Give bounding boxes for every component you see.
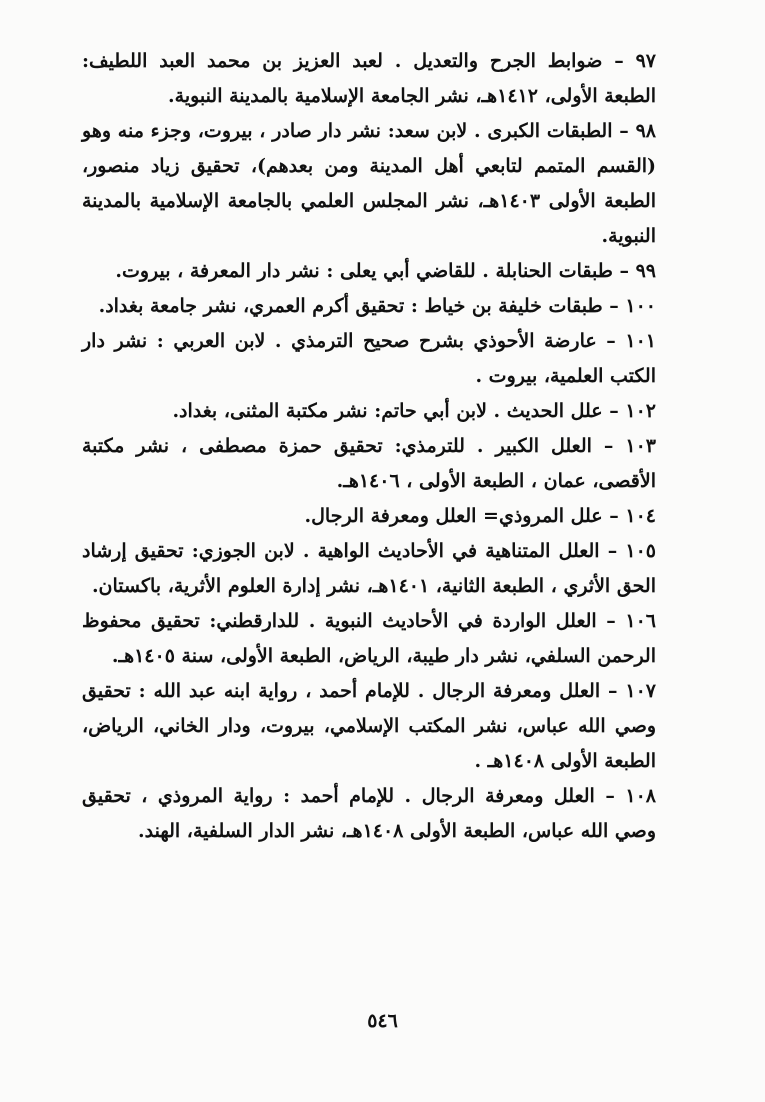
entry-number: ٩٨: [635, 120, 656, 142]
entry-number: ١٠٢: [625, 400, 656, 422]
entry-text: العلل الكبير . للترمذي: تحقيق حمزة مصطفى ، نشر مكتبة الأقصى، عمان ، الطبعة الأولى ، ١٤٠٦هـ.: [82, 435, 656, 492]
entry-number: ١٠٤: [625, 505, 656, 527]
page-footer: [0, 1010, 765, 1032]
entry-text: العلل المتناهية في الأحاديث الواهية . لابن الجوزي: تحقيق إرشاد الحق الأثري ، الطبعة الثانية، ١٤٠١هـ، نشر إدارة العلوم الأثرية، باكستان.: [82, 540, 656, 597]
bibliography-entry-99: ٩٩ – طبقات الحنابلة . للقاضي أبي يعلى : نشر دار المعرفة ، بيروت.: [115, 260, 656, 282]
bibliography-entry-103: ١٠٣ – العلل الكبير . للترمذي: تحقيق حمزة مصطفى ، نشر مكتبة الأقصى، عمان ، الطبعة الأولى ، ١٤٠٦هـ.: [82, 435, 656, 492]
entry-text: طبقات الحنابلة . للقاضي أبي يعلى : نشر دار المعرفة ، بيروت.: [115, 260, 613, 282]
entry-text: علل المروذي= العلل ومعرفة الرجال.: [304, 505, 603, 527]
entry-text: ضوابط الجرح والتعديل . لعبد العزيز بن محمد العبد اللطيف: الطبعة الأولى، ١٤١٢هـ، نشر الجامعة الإسلامية بالمدينة النبوية.: [82, 50, 656, 107]
entry-number: ١٠٧: [625, 680, 656, 702]
entry-text: العلل ومعرفة الرجال . للإمام أحمد : رواية المروذي ، تحقيق وصي الله عباس، الطبعة الأولى ١٤٠٨هـ، نشر الدار السلفية، الهند.: [82, 785, 656, 842]
bibliography-entry-98: ٩٨ – الطبقات الكبرى . لابن سعد: نشر دار صادر ، بيروت، وجزء منه وهو (القسم المتمم لتابعي أهل المدينة ومن بعدهم)، تحقيق زياد منصور، الطبعة الأولى ١٤٠٣هـ، نشر المجلس العلمي بالجامعة الإسلامية بالمدينة النبوية.: [82, 120, 656, 247]
bibliography-entry-97: ٩٧ – ضوابط الجرح والتعديل . لعبد العزيز بن محمد العبد اللطيف: الطبعة الأولى، ١٤١٢هـ، نشر الجامعة الإسلامية بالمدينة النبوية.: [82, 50, 656, 107]
entry-number: ١٠٨: [625, 785, 656, 807]
bibliography-entry-105: ١٠٥ – العلل المتناهية في الأحاديث الواهية . لابن الجوزي: تحقيق إرشاد الحق الأثري ، الطبعة الثانية، ١٤٠١هـ، نشر إدارة العلوم الأثرية، باكستان.: [82, 540, 657, 597]
bibliography-list: [82, 44, 656, 849]
entry-number: ١٠٦: [625, 610, 656, 632]
entry-number: ١٠١: [625, 330, 656, 352]
entry-number: ٩٧: [635, 50, 656, 72]
bibliography-entry-100: ١٠٠ – طبقات خليفة بن خياط : تحقيق أكرم العمري، نشر جامعة بغداد.: [98, 295, 656, 317]
bibliography-entry-106: ١٠٦ – العلل الواردة في الأحاديث النبوية . للدارقطني: تحقيق محفوظ الرحمن السلفي، نشر دار طيبة، الرياض، الطبعة الأولى، سنة ١٤٠٥هـ.: [82, 610, 656, 667]
entry-text: طبقات خليفة بن خياط : تحقيق أكرم العمري، نشر جامعة بغداد.: [98, 295, 603, 317]
bibliography-entry-107: ١٠٧ – العلل ومعرفة الرجال . للإمام أحمد ، رواية ابنه عبد الله : تحقيق وصي الله عباس، نشر المكتب الإسلامي، بيروت، ودار الخاني، الرياض، الطبعة الأولى ١٤٠٨هـ .: [82, 680, 656, 772]
entry-text: الطبقات الكبرى . لابن سعد: نشر دار صادر ، بيروت، وجزء منه وهو (القسم المتمم لتابعي أهل المدينة ومن بعدهم)، تحقيق زياد منصور، الطبعة الأولى ١٤٠٣هـ، نشر المجلس العلمي بالجامعة الإسلامية بالمدينة النبوية.: [82, 120, 656, 247]
bibliography-entry-104: ١٠٤ – علل المروذي= العلل ومعرفة الرجال.: [304, 505, 656, 527]
entry-text: العلل ومعرفة الرجال . للإمام أحمد ، رواية ابنه عبد الله : تحقيق وصي الله عباس، نشر المكتب الإسلامي، بيروت، ودار الخاني، الرياض، الطبعة الأولى ١٤٠٨هـ .: [82, 680, 656, 772]
entry-text: عارضة الأحوذي بشرح صحيح الترمذي . لابن العربي : نشر دار الكتب العلمية، بيروت .: [82, 330, 656, 387]
entry-number: ١٠٠: [625, 295, 656, 317]
bibliography-entry-101: ١٠١ – عارضة الأحوذي بشرح صحيح الترمذي . لابن العربي : نشر دار الكتب العلمية، بيروت .: [82, 330, 656, 387]
entry-number: ٩٩: [635, 260, 656, 282]
entry-number: ١٠٣: [625, 435, 656, 457]
entry-number: ١٠٥: [625, 540, 657, 562]
entry-text: علل الحديث . لابن أبي حاتم: نشر مكتبة المثنى، بغداد.: [172, 400, 603, 422]
entry-text: العلل الواردة في الأحاديث النبوية . للدارقطني: تحقيق محفوظ الرحمن السلفي، نشر دار طيبة، الرياض، الطبعة الأولى، سنة ١٤٠٥هـ.: [82, 610, 656, 667]
page-number: ٥٤٦: [367, 1010, 398, 1032]
bibliography-entry-102: ١٠٢ – علل الحديث . لابن أبي حاتم: نشر مكتبة المثنى، بغداد.: [172, 400, 656, 422]
bibliography-entry-108: ١٠٨ – العلل ومعرفة الرجال . للإمام أحمد : رواية المروذي ، تحقيق وصي الله عباس، الطبعة الأولى ١٤٠٨هـ، نشر الدار السلفية، الهند.: [82, 785, 656, 842]
